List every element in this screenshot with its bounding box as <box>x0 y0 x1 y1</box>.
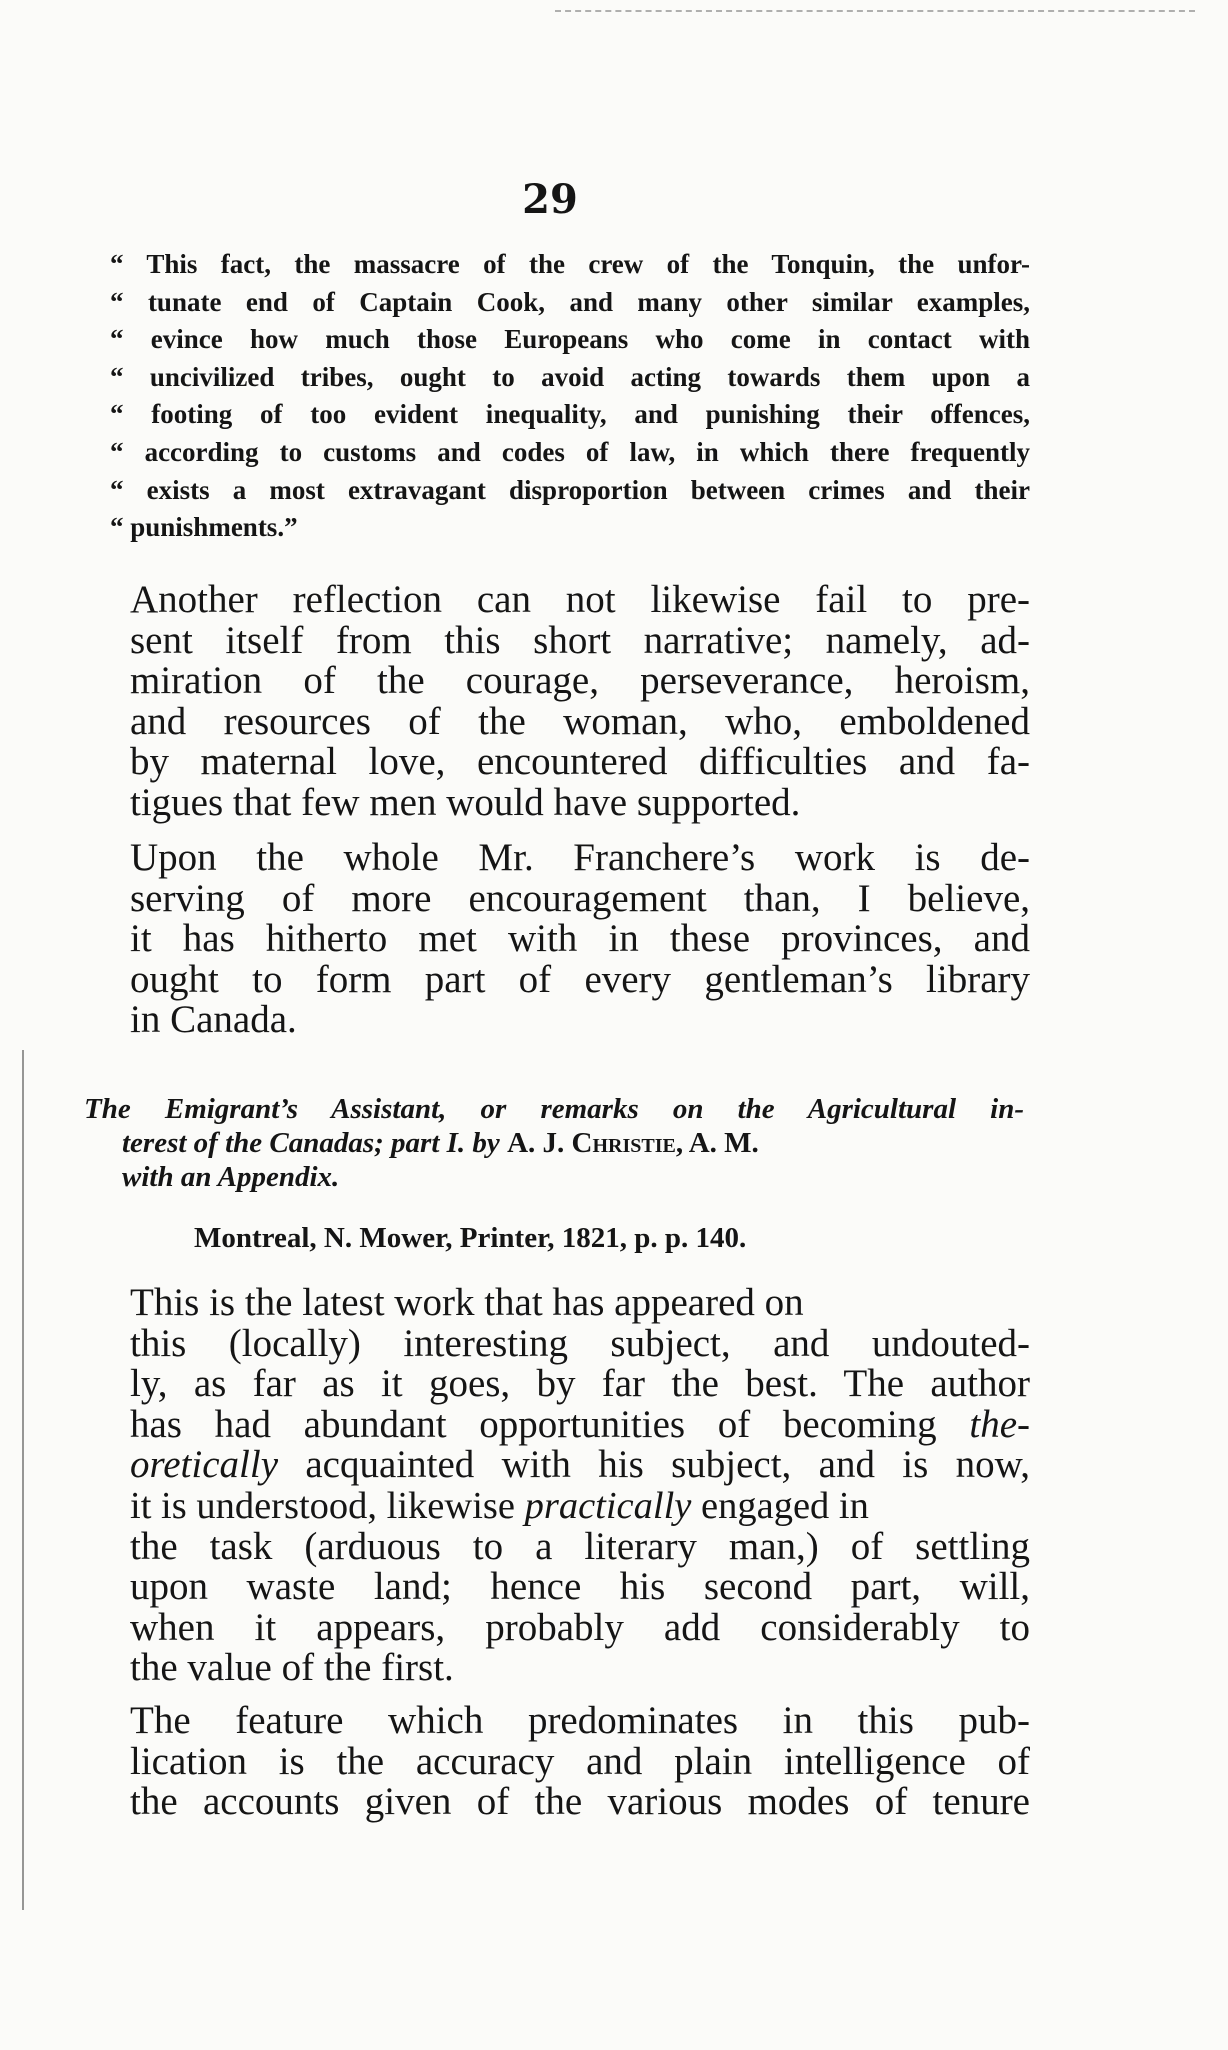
paragraph-whole <box>130 838 1030 1041</box>
text-line: The feature which predominates in this pub- <box>130 1699 1030 1742</box>
text-line: lication is the accuracy and plain intelligence of <box>130 1739 1030 1783</box>
text-line: and resources of the woman, who, emboldened <box>130 699 1030 743</box>
page-number: 29 <box>522 176 578 223</box>
review-imprint: Montreal, N. Mower, Printer, 1821, p. p. 140. <box>194 1222 747 1254</box>
text-line: ly, as far as it goes, by far the best. The author <box>130 1362 1030 1406</box>
review-title-line <box>84 1126 1034 1160</box>
text-line: ought to form part of every gentleman’s library <box>130 957 1030 1001</box>
review-title-line: with an Appendix. <box>122 1161 340 1193</box>
text-line: when it appears, probably add considerably to <box>130 1605 1030 1649</box>
text-line <box>130 1402 1030 1446</box>
paragraph-feature <box>130 1701 1030 1823</box>
text-line: Upon the whole Mr. Franchere’s work is de- <box>130 836 1030 879</box>
text-line: it has hitherto met with in these provinces, and <box>130 917 1030 961</box>
text-run: has had abundant opportunities of becoming <box>130 1402 970 1446</box>
quote-line: “ evince how much those Europeans who come in contact with <box>110 324 1030 355</box>
text-line: miration of the courage, perseverance, heroism, <box>130 659 1030 703</box>
text-line: Another reflection can not likewise fail to pre- <box>130 578 1030 621</box>
quote-line: “ uncivilized tribes, ought to avoid acting towards them upon a <box>110 361 1030 392</box>
review-heading <box>84 1092 1034 1194</box>
text-run: it is understood, likewise <box>130 1484 525 1527</box>
quote-line: “ tunate end of Captain Cook, and many other similar examples, <box>110 286 1030 317</box>
top-edge-rule <box>555 10 1195 14</box>
text-line: serving of more encouragement than, I believe, <box>130 876 1030 920</box>
text-line <box>130 1445 1030 1486</box>
text-run: engaged in <box>691 1484 869 1527</box>
text-line: the task (arduous to a literary man,) of settling <box>130 1524 1030 1568</box>
text-line: tigues that few men would have supported. <box>130 780 801 824</box>
quote-line: “ footing of too evident inequality, and punishing their offences, <box>110 399 1030 430</box>
text-line: the value of the first. <box>130 1646 454 1690</box>
quote-line: “ This fact, the massacre of the crew of the Tonquin, the unfor- <box>110 249 1030 279</box>
text-line: this (locally) interesting subject, and undouted- <box>130 1321 1030 1365</box>
text-line: This is the latest work that has appeared on <box>130 1281 804 1324</box>
text-line: sent itself from this short narrative; namely, ad- <box>130 618 1030 662</box>
paragraph-latest-work <box>130 1283 1030 1689</box>
text-line: by maternal love, encountered difficulties and fa- <box>130 740 1030 784</box>
margin-rule <box>22 1050 24 1910</box>
italic-run: oretically <box>130 1443 279 1487</box>
quote-line: “ punishments.” <box>110 512 298 543</box>
italic-run: practically <box>524 1484 692 1527</box>
review-title-line: The Emigrant’s Assistant, or remarks on the Agricultural in- <box>84 1093 1024 1125</box>
review-author: A. J. Christie, A. M. <box>507 1127 759 1159</box>
text-line <box>130 1486 1030 1527</box>
quote-line: “ according to customs and codes of law, in which there frequently <box>110 436 1030 467</box>
text-run: acquainted with his subject, and is now, <box>278 1443 1030 1487</box>
italic-run: the- <box>969 1402 1030 1446</box>
quotation-block <box>110 246 1030 547</box>
quote-line: “ exists a most extravagant disproportion between crimes and their <box>110 474 1030 505</box>
text-line: the accounts given of the various modes of tenure <box>130 1780 1030 1824</box>
paragraph-reflection <box>130 580 1030 824</box>
text-line: upon waste land; hence his second part, will, <box>130 1565 1030 1609</box>
text-line: in Canada. <box>130 998 297 1042</box>
review-title-text: terest of the Canadas; part I. by <box>122 1127 508 1159</box>
